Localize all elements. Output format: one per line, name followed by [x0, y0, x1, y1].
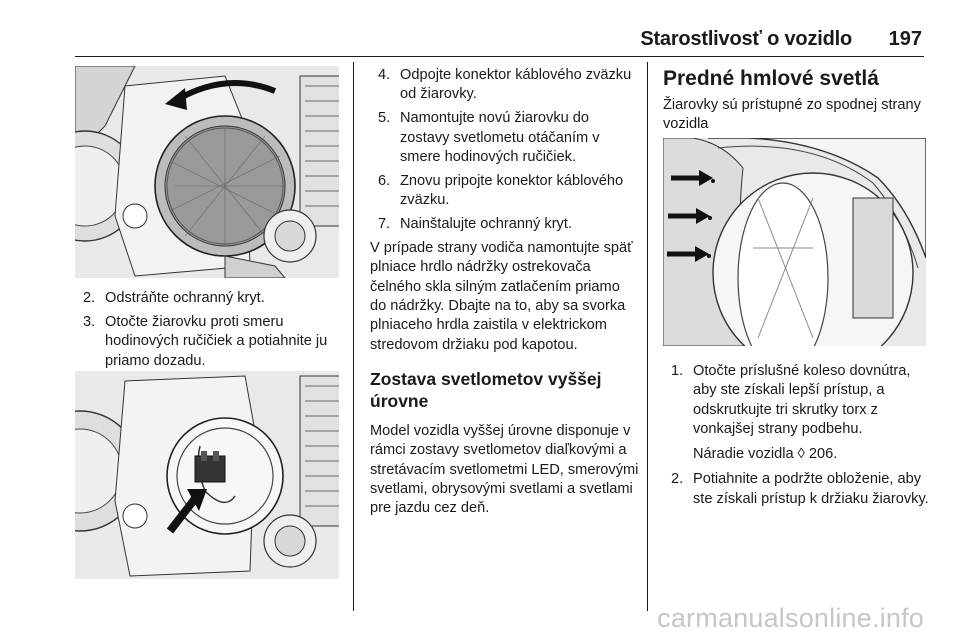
section-heading: Zostava svetlometov vyššej úrovne: [370, 368, 602, 411]
column-divider-right: [647, 62, 648, 611]
step-text: Odstráňte ochranný kryt.: [105, 290, 265, 306]
left-column-text: [75, 289, 347, 376]
list-item: [663, 445, 931, 464]
section-title-fog-lights: Predné hmlové svetlá: [663, 67, 879, 90]
page-number: 197: [888, 28, 922, 50]
right-column-text: [663, 66, 931, 135]
step-number: 5.: [378, 110, 391, 127]
step-number: 4.: [378, 67, 391, 83]
header-rule: [75, 56, 924, 57]
instruction-list: [663, 362, 931, 509]
step-number: 2.: [671, 471, 684, 488]
list-item: [75, 313, 347, 371]
paragraph: V prípade strany vodiča namontujte späť plniace hrdlo nádržky ostrekovača čelného skla silným zatlačením priamo do nádržky. Dbajte na to, aby sa svorka plniaceho hrdla zaistila v elektrickom stredovom držiaku pod kapotou.: [370, 240, 633, 353]
list-item: [663, 470, 931, 509]
step-number: 3.: [83, 313, 96, 330]
step-text: Otočte príslušné koleso dovnútra, aby ste získali lepší prístup, a odskrutkujte tri skrutky torx z vonkajšej strany podbehu.: [693, 363, 911, 437]
watermark: carmanualsonline.info: [657, 603, 924, 633]
paragraph: Žiarovky sú prístupné zo spodnej strany vozidla: [663, 97, 921, 133]
step-text: Znovu pripojte konektor káblového zväzku.: [400, 172, 624, 209]
list-item: [370, 215, 640, 234]
step-number: 2.: [83, 290, 96, 306]
wheel-arch-illustration: [663, 138, 926, 346]
list-item: [75, 289, 347, 308]
right-column-steps: [663, 362, 931, 514]
list-item: [370, 66, 640, 105]
step-text: Odpojte konektor káblového zväzku od žiarovky.: [400, 67, 632, 103]
column-divider-left: [353, 62, 354, 611]
step-number: 7.: [378, 216, 391, 233]
step-text-tool-reference: Náradie vozidla ◊ 206.: [693, 446, 838, 463]
list-item: [370, 172, 640, 211]
headlamp-cap-illustration: [75, 66, 339, 278]
paragraph: Model vozidla vyššej úrovne disponuje v rámci zostavy svetlometov diaľkovými a stretávacím svetlometmi LED, smerovými svetlami, obrysovými svetlami a svetlami pre jazdu cez deň.: [370, 422, 639, 517]
middle-column-text: [370, 66, 640, 518]
step-text: Nainštalujte ochranný kryt.: [400, 216, 572, 233]
page-header: [0, 0, 960, 60]
step-text: Potiahnite a podržte obloženie, aby ste získali prístup k držiaku žiarovky.: [693, 471, 929, 507]
bulb-removal-illustration: [75, 371, 339, 579]
list-item: [663, 362, 931, 439]
step-number: 6.: [378, 172, 391, 189]
instruction-list: [75, 289, 347, 371]
step-text: Otočte žiarovku proti smeru hodinových ručičiek a potiahnite ju priamo dozadu.: [105, 313, 328, 369]
step-number: 1.: [671, 363, 684, 379]
section-title: Starostlivosť o vozidlo: [640, 28, 852, 50]
step-text: Namontujte novú žiarovku do zostavy svetlometu otáčaním v smere hodinových ručičiek.: [400, 110, 600, 165]
instruction-list: [370, 66, 640, 234]
list-item: [370, 109, 640, 167]
